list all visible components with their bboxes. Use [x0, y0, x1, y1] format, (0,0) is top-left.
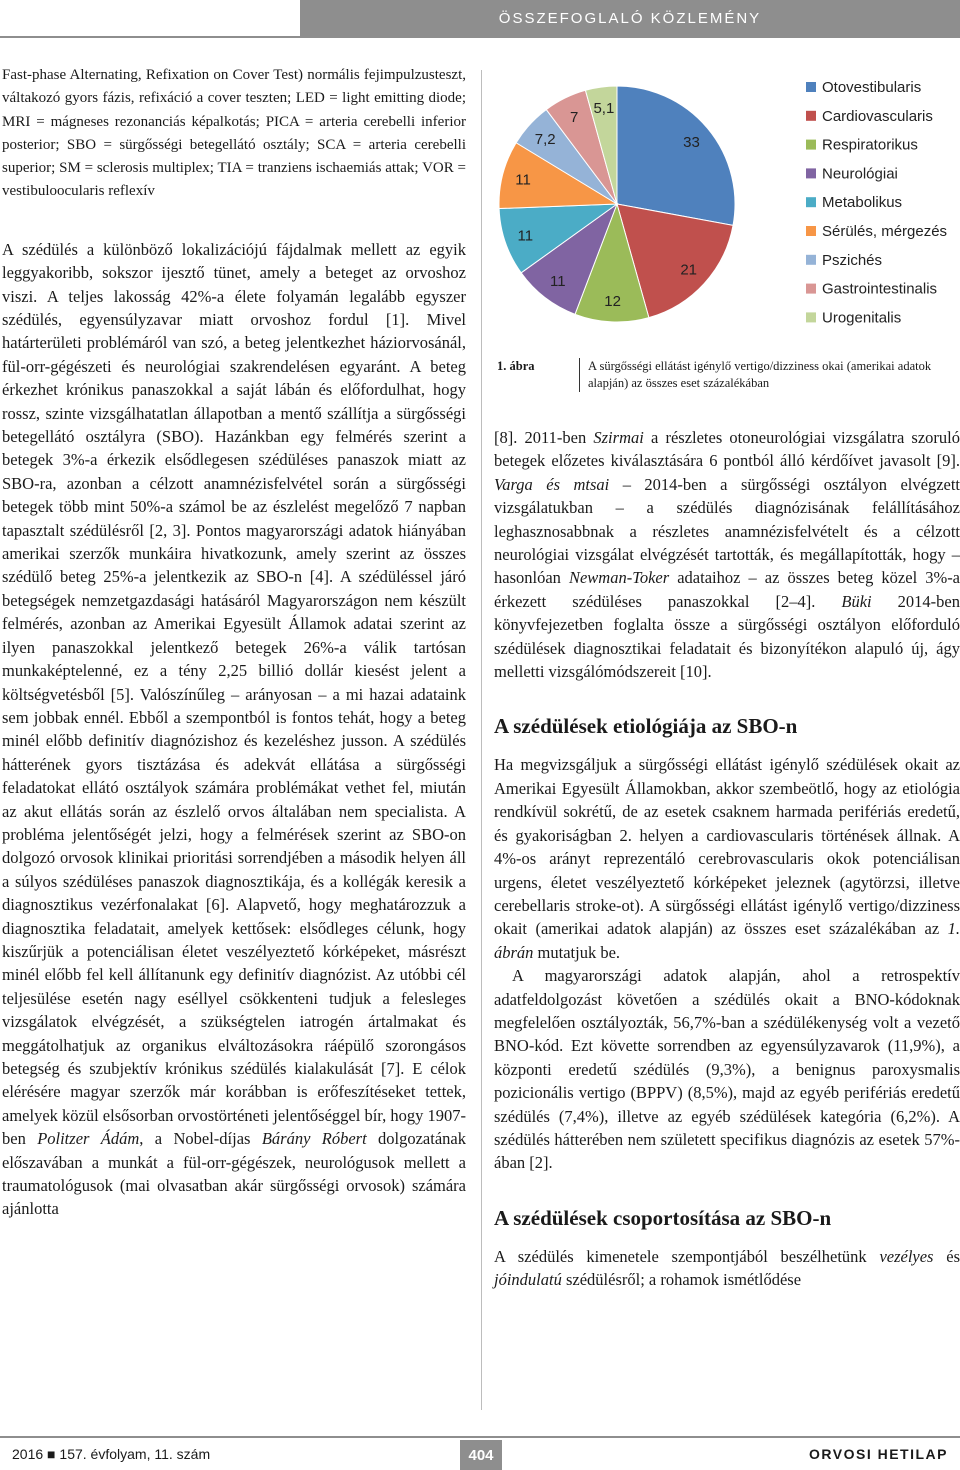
pie-chart — [497, 68, 960, 340]
legend-swatch — [806, 140, 816, 150]
legend-label: Metabolikus — [822, 194, 903, 212]
legend-swatch — [806, 168, 816, 178]
paragraph: A magyarországi adatok alapján, ahol a retrospektív adatfeldolgozást követően a szédülés okait a BNO-kódoknak megfelelően osztályozták, 56,7%-ban a szédülékenység volt a vezető BNO-kód. Ezt követte sorrendben az egyensúlyzavarok (11,9%), a központi eredetű szédülés (9,3%), a benignus paroxysmalis pozicionális vertigo (BPPV) (8,5%), majd az egyéb perifériás eredetű szédülés (7,4%), illetve az egyéb szédülések kategória (6,2%). A szédülés hátterében nem született specifikus diagnózis az esetek 57%-ában [2]. — [494, 966, 960, 1173]
legend-label: Neurológiai — [822, 165, 898, 183]
pie-data-label: 7 — [570, 108, 579, 126]
footer-issue: 2016 ■ 157. évfolyam, 11. szám — [12, 1446, 211, 1462]
section-title: ÖSSZEFOGLALÓ KÖZLEMÉNY — [498, 9, 762, 27]
text: [8]. 2011-ben — [494, 428, 594, 447]
paragraph — [494, 1245, 960, 1292]
author-name: Politzer Ádám — [37, 1129, 140, 1149]
text: a részletes otoneurológiai vizsgálatra szoruló betegek előzetes kiválasztására 6 pontból álló kérdőívet javasolt [9]. — [494, 428, 960, 471]
intro-text-3: dolgozatának előszavában a munkát a fül-orr-gégészek, neurológusok mellett a traumatológusok (mai olvasatban akár sürgősségi orvosok) számára ajánlotta — [2, 1129, 466, 1219]
intro-text-2: , a Nobel-díjas — [139, 1129, 262, 1149]
text: Ha megvizsgáljuk a sürgősségi ellátást igénylő szédülések okait az Amerikai Egyesült Államokban, akkor szembeötlő, hogy az etiológia rendkívül sokrétű, de az esetek csaknem harmada perifériás eredetű, és gyakoriságban 2. helyen a cardiovascularis történések állnak. A 4%-os arányt reprezentáló cerebrovascularis okok potenciálisan urgens, életet veszélyeztető kórképeket jeleznek (agytörzsi, illetve cerebellaris stroke-ot). A sürgősségi ellátást igénylő vertigo/dizziness okait (amerikai adatok alapján) az összes eset százalékában az — [494, 755, 960, 939]
author-name: Varga és mtsai — [494, 474, 610, 494]
legend-swatch — [806, 197, 816, 207]
text: mutatjuk be. — [533, 942, 621, 962]
text: 2014-ben könyvfejezetben foglalta össze a sürgősségi osztályon előforduló szédülések diagnosztikai feladatait és bizonyítékon alapuló új, ágy melletti vizsgálómódszereit [10]. — [494, 591, 960, 682]
intro-text-1: A szédülés a különböző lokalizációjú fájdalmak mellett az egyik leggyakoribb, sokszor ijesztő tünet, amely a beteget az orvoshoz viszi. A teljes lakosság 42%-a élete folyamán legalább egyszer szédülés, egyensúlyzavar miatt orvoshoz fordul [1]. Mivel határterületi problémáról van szó, a beteg jelentkezhet háziorvosánál, fül-orr-gégészeti és neurológiai szakrendelésen egyaránt. A beteg érkezhet krónikus panaszokkal a saját lábán és előfordulhat, hogy rossz, szinte vizsgálhatatlan állapotban a mentő szállítja a sürgősségi betegellátó osztályra (SBO). Hazánkban egy felmérés szerint a betegek 3%-a érkezik elsődlegesen szédüléses panaszok miatt az SBO-ra, azonban a célzott anamnézisfelvétel során a sürgősségi betegek több mint 50%-a számol be az észlelést megelőző 7 napban tapasztalt szédülésről [2, 3]. Pontos magyarországi adatok hiányában amerikai szerzők munkáira hivatkozunk, amely szerint az összes szédülő beteg 25%-a jelentkezik az SBO-n [4]. A szédüléssel járó betegségek nemzetgazdasági hatásáról Magyarországon nem készült felmérés, azonban az Amerikai Egyesült Államok adatai szerint az ilyen panaszokkal jelentkező betegek 26%-a válik tartósan munkaképtelenné, ez a tény 2,25 billió dollár kiesést jelent a költségvetésből [5]. Valószínűleg – arányosan – a mi hazai adataink sem jobbak ennél. Ebből a szempontból is fontos tehát, hogy a beteg minél előbb definitív diagnózishoz és kezeléshez jusson. A szédülés hátterének gyors tisztázása és adekvát ellátása a sürgősségi feladatokat ellátó osztályok számára problémákat vethet fel, miután az akut ellátás során az észlelő orvos általában nem specialista. A probléma jelentőségét jelzi, hogy a felmérések szerint az SBO-on dolgozó orvosok klinikai prioritási sorrendjében a második helyen áll a súlyos szédüléses panaszok diagnosztikája, és a kollégák keresik a diagnosztikus vezérfonalakat [6]. Alapvető, hogy meghatározzuk a diagnosztika feladatait, amelyek kettősek: elsődleges célunk, hogy kiszűrjük a potenciálisan életet veszélyeztető kórképeket, másrészt minél előbb fel kell állítanunk egy definitív diagnózist. Az utóbbi cél teljesülése esetén nagy eséllyel csökkenteni tudjuk a felesleges vizsgálatok elvégzését, a szükségtelen iatrogén ártalmakat és meggátolhatjuk az organikus elváltozásokra ráépülő szorongásos betegség és szubjektív krónikus szédülés kialakulását [7]. E célok elérésére magyar szerzők már korábban is erőfeszítéseket tettek, amelyek közül elsősorban orvostörténeti jelentőséggel bír, hogy 1907-ben — [2, 239, 466, 1149]
pie-data-label: 11 — [550, 272, 566, 290]
journal-section-header — [300, 0, 960, 36]
author-name: Bárány Róbert — [261, 1129, 367, 1149]
legend-label: Pszichés — [822, 251, 883, 269]
legend-swatch — [806, 82, 816, 92]
legend-label: Gastrointestinalis — [822, 280, 938, 298]
header-divider — [0, 36, 960, 38]
pie-data-label: 5,1 — [593, 99, 615, 117]
page-number: 404 — [460, 1440, 502, 1470]
pie-slice-1 — [617, 86, 735, 225]
section-heading: A szédülések etiológiája az SBO-n — [494, 714, 798, 739]
legend-swatch — [806, 312, 816, 322]
legend-label: Urogenitalis — [822, 309, 902, 327]
footer-volume: 157. évfolyam, 11. szám — [59, 1446, 211, 1462]
legend-label: Sérülés, mérgezés — [822, 223, 948, 240]
section-heading: A szédülések csoportosítása az SBO-n — [494, 1205, 832, 1230]
figure-reference: 1. ábrán — [494, 919, 960, 962]
legend-swatch — [806, 284, 816, 294]
left-column — [2, 64, 466, 1221]
author-name: Newman-Toker — [568, 568, 670, 588]
text: és — [933, 1246, 960, 1266]
legend-swatch — [806, 226, 816, 236]
paragraph — [494, 426, 960, 683]
abbreviation-list: Fast-phase Alternating, Refixation on Cover Test) normális fejimpulzusteszt, váltakozó gyors fázis, refixáció a cover teszten; LED = light emitting diode; MRI = mágneses rezonanciás képalkotás; PICA = arteria cerebelli inferior posterior; SBO = sürgősségi betegellátó osztály; SCA = arteria cerebelli superior; SM = sclerosis multiplex; TIA = tranziens ischaemiás attak; VOR = vestibuloocularis reflexív — [2, 67, 466, 200]
pie-data-label: 7,2 — [534, 130, 556, 148]
pie-data-label: 21 — [680, 261, 698, 279]
pie-chart-figure — [497, 68, 960, 340]
column-divider — [481, 70, 482, 1410]
journal-name: ORVOSI HETILAP — [809, 1446, 948, 1462]
author-name: Szirmai — [593, 428, 644, 447]
figure-caption — [497, 358, 960, 392]
text: – 2014-ben a sürgősségi osztályon elvégzett vizsgálatukban – a szédülés diagnózisának felállításához leghasznosabbnak a részletes anamnézisfelvételt és a célzott neurológiai vizsgálat elvégzését tartották, és megállapították, hogy – hasonlóan — [494, 474, 960, 588]
figure-label: 1. ábra — [497, 359, 535, 373]
footer-year: 2016 — [12, 1446, 44, 1462]
legend-label: Respiratorikus — [822, 136, 918, 154]
figure-caption-text: A sürgősségi ellátást igénylő vertigo/dizziness okai (amerikai adatok alapján) az összes eset százalékában — [579, 358, 960, 392]
pie-data-label: 33 — [683, 133, 700, 151]
pie-data-label: 12 — [604, 292, 621, 310]
legend-swatch — [806, 111, 816, 121]
pie-data-label: 11 — [515, 171, 531, 189]
legend-label: Cardiovascularis — [822, 107, 933, 125]
emphasis: jóindulatú — [494, 1270, 562, 1290]
text: adataihoz – az összes beteg közel 3%-a érkezett szédüléses panaszokkal [2–4]. — [494, 568, 960, 611]
paragraph — [494, 753, 960, 964]
emphasis: vezélyes — [879, 1246, 934, 1266]
text: A szédülés kimenetele szempontjából beszélhetünk — [494, 1246, 880, 1266]
intro-paragraph — [2, 238, 466, 1221]
legend-swatch — [806, 255, 816, 265]
text: szédülésről; a rohamok ismétlődése — [561, 1270, 802, 1290]
legend-label: Otovestibularis — [822, 79, 922, 96]
right-column — [494, 426, 960, 1292]
pie-data-label: 11 — [517, 227, 534, 245]
author-name: Büki — [841, 591, 872, 611]
footer-divider — [0, 1436, 960, 1438]
